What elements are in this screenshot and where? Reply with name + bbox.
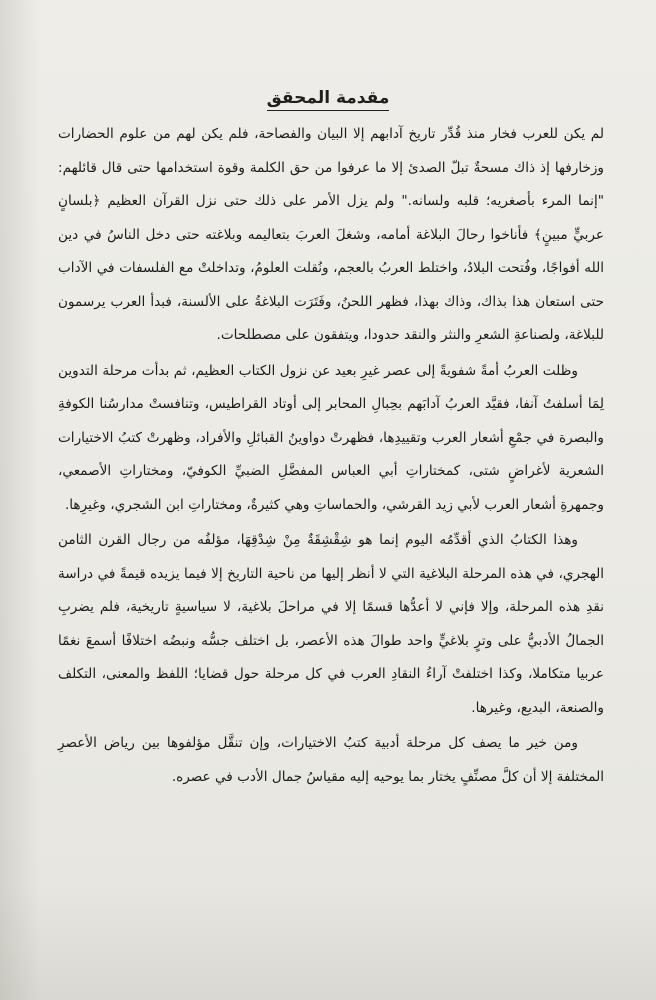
paragraph-4: ومن خير ما يصف كل مرحلة أدبية كتبُ الاختيارات، وإن تنقَّل مؤلفوها بين رياض الأعصرِ المختلفة إلا أن كلَّ مصنِّفٍ يختار بما يوحيه إليه مقياسُ جمال الأدب في عصره.	[58, 735, 604, 785]
paragraph-3: وهذا الكتابُ الذي أقدِّمُه اليوم إنما هو شِقْشِقَةٌ مِنْ شِدْقِهَا، مؤلفُه من رجال القرن الثامن الهجري، في هذه المرحلة البلاغية التي لا أنظر إليها من ناحية التاريخ إلا فيما يزيده قيمةً في دراسة نقدِ هذه المرحلة، وإلا فإني لا أعدُّها قسمًا إلا في مراحلَ بلاغية، لا سياسيةٍ تاريخية، فلم يضربِ الجمالُ الأدبيُّ على وترٍ بلاغيٍّ واحد طوالَ هذه الأعصر، بل اختلف جسُّه ونبضُه اختلافًا أسمعَ نغمًا عربيا متكاملا، وكذا اختلفتْ آراءُ النقادِ العرب في كل مرحلة حول قضايا؛ اللفظ والمعنى، التكلف والصنعة، البديع، وغيرها.	[58, 532, 604, 716]
page-shadow-bottom	[0, 880, 656, 1000]
document-body	[58, 118, 604, 796]
page-title-text: مقدمة المحقق	[267, 88, 390, 111]
page-shadow-left	[0, 0, 40, 1000]
paragraph-2: وظلت العربُ أمةً شفويةً إلى عصر غيرِ بعيد عن نزول الكتاب العظيم، ثم بدأت مرحلة التدوين لِمَا أسلفتُ آنفا، فقيَّد العربُ آدابَهم بحِبالِ المحابر إلى أوتاد القراطيس، وتنافستْ مدارسُنا الكوفةِ والبصرة في جمْعِ أشعار العرب وتقييدِها، فظهرتْ دواوينُ القبائلِ والأفراد، وظهرتْ كتبُ الاختيارات الشعرية لأغراضٍ شتى، كمختاراتِ أبي العباس المفضَّلِ الضبيِّ الكوفيّ، ومختاراتِ الأصمعي، وجمهرةِ أشعار العرب لأبي زيد القرشي، والحماساتِ وهي كثيرةٌ، ومختاراتِ ابن الشجري، وغيرِها.	[58, 362, 604, 513]
page-title	[0, 88, 656, 108]
paragraph-1: لم يكن للعرب فخار منذ قُدِّر تاريخ آدابهم إلا البيان والفصاحة، فلم يكن لهم من علوم الحضارات وزخارفها إذ ذاك مسحةٌ تبلّ الصدئ إلا ما عرفوا من حق الكلمة وقوة استخدامها حتى قال قائلهم: "إنما المرء بأصغريه؛ قلبه ولسانه." ولم يزل الأمر على ذلك حتى نزل القرآن العظيم ﴿بلسانٍ عربيٍّ مبينٍ﴾ فأناخوا رحالَ البلاغة أمامه، وشغلَ العربَ بتعاليمه وبلاغته حتى دخل الناسُ في دين الله أفواجًا، وفُتحت البلادُ، واختلط العربُ بالعجم، ونُقلت العلومُ، وتداخلتْ مع الفلسفات في الآداب حتى استعان هذا بذاك، وذاك بهذا، فظهر اللحنُ، وفَتَرَت البلاغةُ على الألسنة، فبدأ العرب يرسمون للبلاغة، ولصناعةِ الشعرِ والنثر والنقد حدودا، ويتفقون على مصطلحات.	[58, 126, 604, 343]
